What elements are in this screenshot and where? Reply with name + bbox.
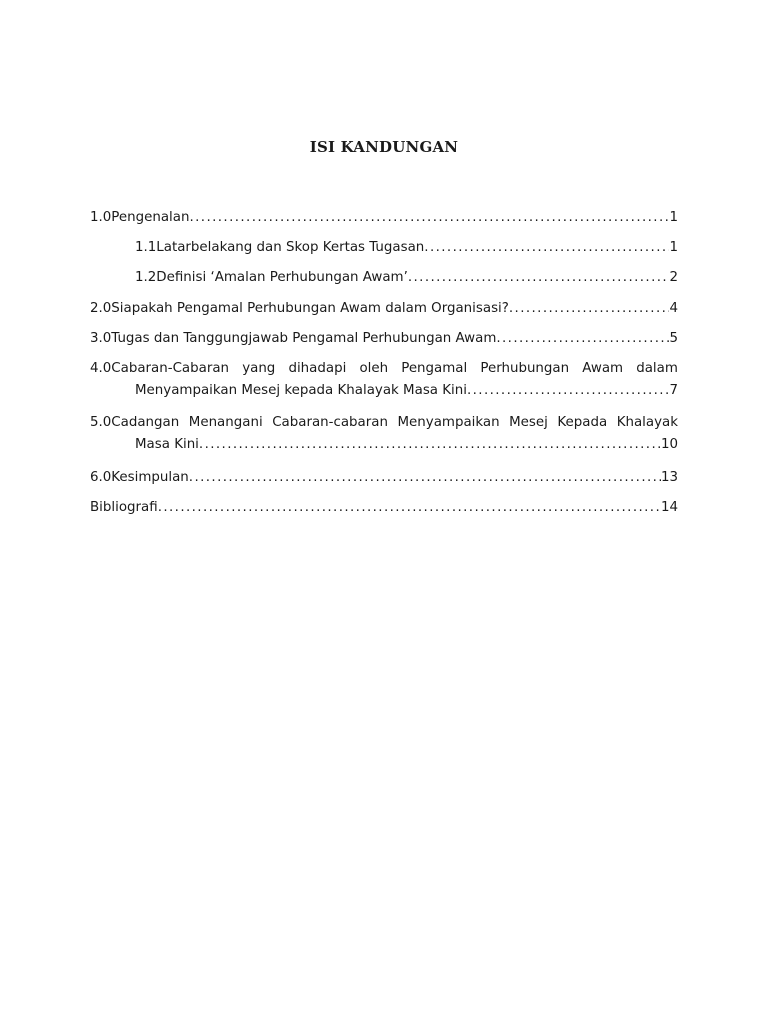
- toc-entry-1-0[interactable]: [90, 207, 678, 229]
- toc-word: Awam: [582, 361, 624, 376]
- toc-word: Pengamal: [401, 361, 468, 376]
- toc-word: dalam: [636, 361, 678, 376]
- toc-entry-text: Bibliografi: [90, 500, 158, 515]
- toc-page-number: 14: [660, 500, 678, 515]
- toc-word: yang: [242, 361, 276, 376]
- dot-leader: [424, 237, 669, 259]
- toc-page-number: 7: [669, 383, 678, 398]
- toc-word: Menangani: [188, 415, 263, 430]
- dot-leader: [189, 207, 669, 229]
- toc-word: Cabaran-cabaran: [272, 415, 388, 430]
- toc-word: Khalayak: [616, 415, 678, 430]
- toc-word: Perhubungan: [480, 361, 570, 376]
- toc-entry-text: 6.0Kesimpulan: [90, 470, 189, 485]
- toc-page-number: 1: [669, 240, 678, 255]
- toc-entry-1-1[interactable]: [90, 237, 678, 259]
- toc-word: Kepada: [557, 415, 608, 430]
- toc-word: Menyampaikan: [397, 415, 500, 430]
- toc-page-number: 1: [669, 210, 678, 225]
- toc-entry-4-0[interactable]: [90, 358, 678, 398]
- dot-leader: [467, 380, 670, 402]
- page-title: ISI KANDUNGAN: [309, 138, 459, 156]
- toc-entry-bibliografi[interactable]: [90, 497, 678, 519]
- dot-leader: [408, 267, 670, 289]
- toc-page-number: 4: [669, 301, 678, 316]
- dot-leader: [158, 497, 661, 519]
- dot-leader: [199, 434, 661, 456]
- toc-word: Mesej: [509, 415, 548, 430]
- toc-page-number: 2: [669, 270, 678, 285]
- toc-entry-text: 1.0Pengenalan: [90, 210, 190, 225]
- dot-leader: [509, 298, 670, 320]
- toc-word: 5.0Cadangan: [90, 415, 180, 430]
- toc-entry-text: Masa Kini: [135, 437, 199, 452]
- toc-page-number: 10: [660, 437, 678, 452]
- toc-word: oleh: [359, 361, 389, 376]
- toc-page-number: 5: [669, 331, 678, 346]
- toc-word: 4.0Cabaran-Cabaran: [90, 361, 230, 376]
- toc-word: dihadapi: [288, 361, 347, 376]
- toc-entry-text: 2.0Siapakah Pengamal Perhubungan Awam dalam Organisasi?: [90, 301, 509, 316]
- dot-leader: [496, 328, 669, 350]
- toc-entry-6-0[interactable]: [90, 467, 678, 489]
- toc-entry-text: 1.1Latarbelakang dan Skop Kertas Tugasan: [135, 240, 425, 255]
- toc-page-number: 13: [660, 470, 678, 485]
- toc-entry-text: 3.0Tugas dan Tanggungjawab Pengamal Perhubungan Awam: [90, 331, 497, 346]
- toc-entry-text: 1.2Definisi ‘Amalan Perhubungan Awam’: [135, 270, 408, 285]
- toc-entry-text: Menyampaikan Mesej kepada Khalayak Masa Kini: [135, 383, 467, 398]
- dot-leader: [189, 467, 661, 489]
- toc-entry-2-0[interactable]: [90, 298, 678, 320]
- toc-entry-3-0[interactable]: [90, 328, 678, 350]
- toc-entry-1-2[interactable]: [90, 267, 678, 289]
- toc-entry-5-0[interactable]: [90, 412, 678, 452]
